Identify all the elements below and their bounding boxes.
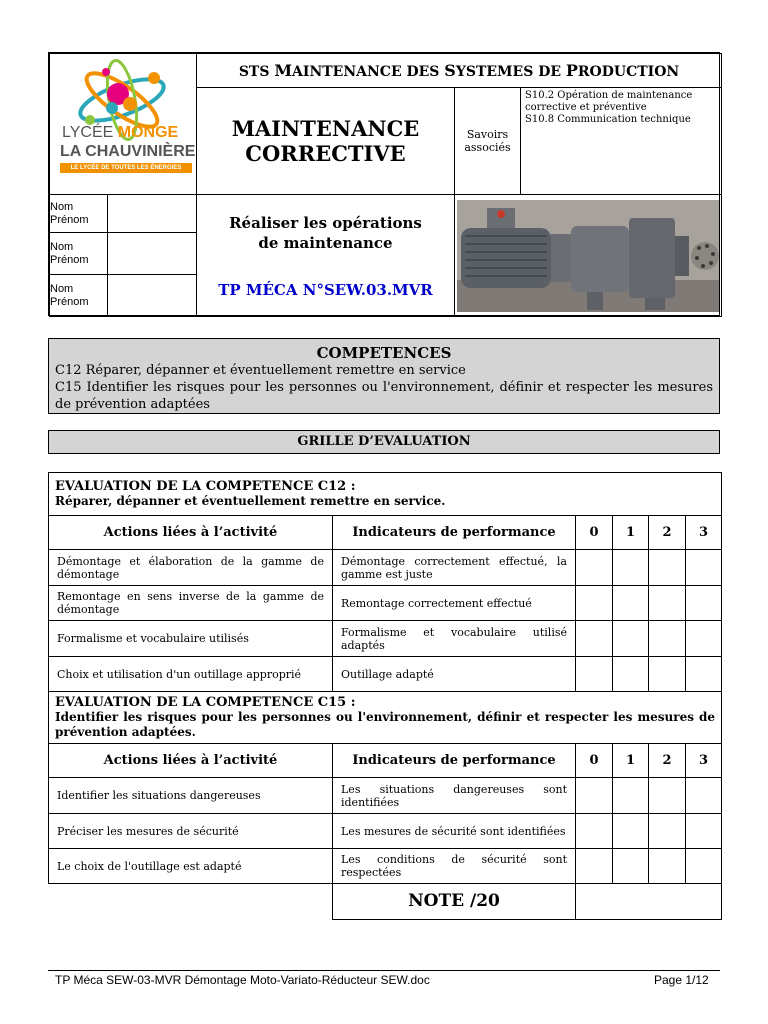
score-cell[interactable] — [686, 778, 722, 814]
tp-code: TP MÉCA N°SEW.03.MVR — [218, 280, 433, 299]
c15-section-header: EVALUATION DE LA COMPETENCE C15 : Identifier les risques pour les personnes ou l'environnement, définir et respecter les mesures de prévention adaptées. — [49, 692, 722, 744]
footer-page-number: Page 1/12 — [654, 973, 709, 987]
score-cell[interactable] — [613, 586, 649, 621]
competence-c15: C15 Identifier les risques pour les personnes ou l'environnement, définir et respecter les mesures de prévention adaptées — [55, 380, 713, 412]
score-cell[interactable] — [613, 657, 649, 692]
note-label: NOTE /20 — [333, 884, 576, 920]
activity-cell — [197, 195, 455, 317]
score-2: 2 — [649, 744, 686, 778]
score-cell[interactable] — [649, 621, 686, 657]
school-name-2: MONGE — [117, 124, 179, 141]
col-indicateurs: Indicateurs de performance — [333, 744, 576, 778]
score-cell[interactable] — [686, 814, 722, 849]
score-cell[interactable] — [649, 778, 686, 814]
student-1-field[interactable] — [108, 195, 197, 233]
score-cell[interactable] — [576, 778, 613, 814]
score-cell[interactable] — [686, 586, 722, 621]
student-2-label: Nom Prénom — [50, 233, 108, 275]
activity-title: Réaliser les opérations de maintenance — [229, 213, 422, 252]
student-3-field[interactable] — [108, 275, 197, 317]
score-0: 0 — [576, 516, 613, 550]
score-cell[interactable] — [686, 550, 722, 586]
score-cell[interactable] — [613, 550, 649, 586]
table-row: Formalisme et vocabulaire utilisés Formalisme et vocabulaire utilisé adaptés — [49, 621, 722, 657]
student-2-field[interactable] — [108, 233, 197, 275]
school-logo — [50, 54, 196, 194]
col-indicateurs: Indicateurs de performance — [333, 516, 576, 550]
school-name-3: LA CHAUVINIÈRE — [60, 143, 196, 160]
footer-divider — [48, 970, 720, 971]
savoirs-label: Savoirs associés — [455, 88, 521, 195]
score-cell[interactable] — [649, 586, 686, 621]
school-logo-cell — [50, 54, 197, 195]
score-cell[interactable] — [649, 657, 686, 692]
score-cell[interactable] — [686, 621, 722, 657]
document-header — [48, 52, 720, 316]
motor-photo-cell — [455, 195, 722, 317]
motor-photo-icon — [457, 200, 719, 312]
document-title: MAINTENANCE CORRECTIVE — [197, 88, 455, 195]
school-tagline: LE LYCÉE DE TOUTES LES ÉNERGIES — [60, 163, 192, 173]
student-1-label: Nom Prénom — [50, 195, 108, 233]
score-1: 1 — [613, 516, 649, 550]
motor-photo — [457, 200, 719, 312]
score-2: 2 — [649, 516, 686, 550]
score-1: 1 — [613, 744, 649, 778]
table-row: Identifier les situations dangereuses Les situations dangereuses sont identifiées — [49, 778, 722, 814]
c12-section-header: EVALUATION DE LA COMPETENCE C12 : Réparer, dépanner et éventuellement remettre en service. — [49, 473, 722, 516]
col-actions: Actions liées à l’activité — [49, 516, 333, 550]
score-cell[interactable] — [576, 550, 613, 586]
student-3-label: Nom Prénom — [50, 275, 108, 317]
score-cell[interactable] — [649, 814, 686, 849]
table-row: Le choix de l'outillage est adapté Les conditions de sécurité sont respectées — [49, 849, 722, 884]
footer-filename: TP Méca SEW-03-MVR Démontage Moto-Variato-Réducteur SEW.doc — [55, 973, 430, 987]
school-name-1: LYCÉE — [62, 124, 114, 141]
score-cell[interactable] — [576, 849, 613, 884]
grille-title: GRILLE D’EVALUATION — [48, 430, 720, 454]
note-field[interactable] — [576, 884, 722, 920]
competence-c12: C12 Réparer, dépanner et éventuellement remettre en service — [55, 363, 466, 378]
score-cell[interactable] — [686, 657, 722, 692]
score-cell[interactable] — [613, 778, 649, 814]
score-0: 0 — [576, 744, 613, 778]
table-row: Choix et utilisation d'un outillage approprié Outillage adapté — [49, 657, 722, 692]
score-3: 3 — [686, 744, 722, 778]
score-cell[interactable] — [613, 849, 649, 884]
score-cell[interactable] — [576, 657, 613, 692]
score-cell[interactable] — [613, 814, 649, 849]
score-cell[interactable] — [576, 814, 613, 849]
program-title: STS MAINTENANCE DES SYSTEMES DE PRODUCTION — [197, 54, 722, 88]
score-cell[interactable] — [576, 586, 613, 621]
competences-box — [48, 338, 720, 414]
savoirs-list: S10.2 Opération de maintenance corrective et préventive S10.8 Communication technique — [521, 88, 722, 195]
score-cell[interactable] — [649, 849, 686, 884]
score-cell[interactable] — [686, 849, 722, 884]
evaluation-table — [48, 472, 722, 920]
score-3: 3 — [686, 516, 722, 550]
table-row: Préciser les mesures de sécurité Les mesures de sécurité sont identifiées — [49, 814, 722, 849]
score-cell[interactable] — [613, 621, 649, 657]
table-row: Remontage en sens inverse de la gamme de démontage Remontage correctement effectué — [49, 586, 722, 621]
score-cell[interactable] — [649, 550, 686, 586]
score-cell[interactable] — [576, 621, 613, 657]
competences-title: COMPETENCES — [316, 344, 452, 362]
table-row: Démontage et élaboration de la gamme de démontage Démontage correctement effectué, la gamme est juste — [49, 550, 722, 586]
col-actions: Actions liées à l’activité — [49, 744, 333, 778]
